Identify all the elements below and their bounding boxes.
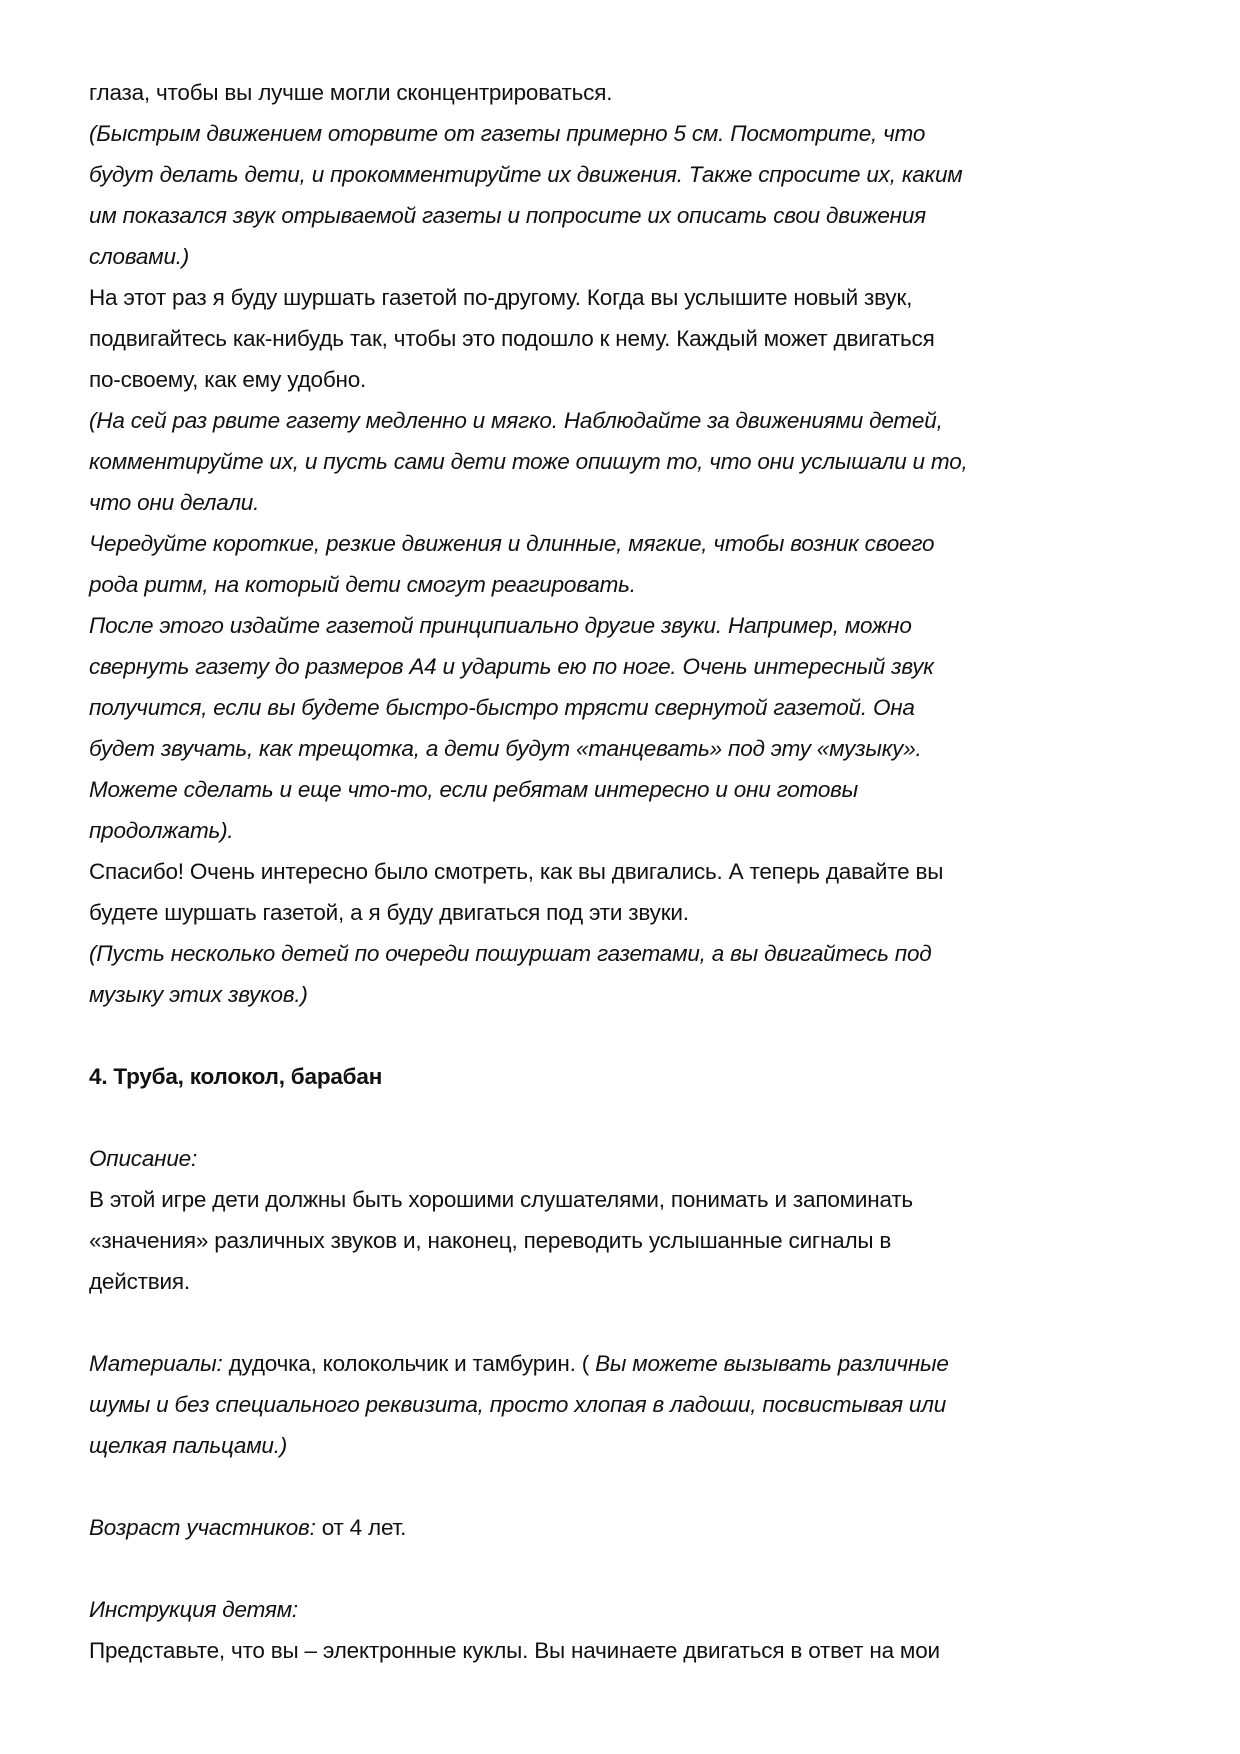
text-segment: действия. xyxy=(89,1269,190,1294)
text-segment: словами.) xyxy=(89,244,190,269)
text-segment: глаза, чтобы вы лучше могли сконцентрироваться. xyxy=(89,80,613,105)
text-line xyxy=(89,400,1189,441)
text-line xyxy=(89,72,1189,113)
text-line xyxy=(89,974,1189,1015)
text-line xyxy=(89,1507,1189,1548)
text-line xyxy=(89,1179,1189,1220)
text-line xyxy=(89,769,1189,810)
blank-line xyxy=(89,1302,1189,1343)
text-segment: Материалы: xyxy=(89,1351,223,1376)
text-line xyxy=(89,482,1189,523)
text-segment: (На сей раз рвите газету медленно и мягко. Наблюдайте за движениями детей, xyxy=(89,408,943,433)
text-line xyxy=(89,933,1189,974)
text-segment: Вы можете вызывать различные xyxy=(595,1351,949,1376)
text-segment: Описание: xyxy=(89,1146,198,1171)
text-segment: музыку этих звуков.) xyxy=(89,982,308,1007)
text-segment: продолжать). xyxy=(89,818,234,843)
text-line xyxy=(89,441,1189,482)
text-segment: (Быстрым движением оторвите от газеты примерно 5 см. Посмотрите, что xyxy=(89,121,926,146)
text-segment: рода ритм, на который дети смогут реагировать. xyxy=(89,572,636,597)
text-segment: дудочка, колокольчик и тамбурин. ( xyxy=(222,1351,596,1376)
text-line xyxy=(89,1343,1189,1384)
text-line xyxy=(89,318,1189,359)
text-line xyxy=(89,564,1189,605)
text-segment: Спасибо! Очень интересно было смотреть, как вы двигались. А теперь давайте вы xyxy=(89,859,944,884)
text-line xyxy=(89,1056,1189,1097)
text-line xyxy=(89,810,1189,851)
blank-line xyxy=(89,1548,1189,1589)
text-segment: После этого издайте газетой принципиально другие звуки. Например, можно xyxy=(89,613,912,638)
blank-line xyxy=(89,1097,1189,1138)
text-segment: В этой игре дети должны быть хорошими слушателями, понимать и запоминать xyxy=(89,1187,913,1212)
text-line xyxy=(89,728,1189,769)
blank-line xyxy=(89,1015,1189,1056)
text-line xyxy=(89,851,1189,892)
text-segment: Возраст участников: xyxy=(89,1515,316,1540)
text-segment: будет звучать, как трещотка, а дети будут «танцевать» под эту «музыку». xyxy=(89,736,922,761)
text-line xyxy=(89,523,1189,564)
text-segment: шумы и без специального реквизита, просто хлопая в ладоши, посвистывая или xyxy=(89,1392,947,1417)
text-segment: будут делать дети, и прокомментируйте их движения. Также спросите их, каким xyxy=(89,162,963,187)
text-line xyxy=(89,892,1189,933)
text-segment: Представьте, что вы – электронные куклы. Вы начинаете двигаться в ответ на мои xyxy=(89,1638,940,1663)
text-line xyxy=(89,1425,1189,1466)
text-segment: Чередуйте короткие, резкие движения и длинные, мягкие, чтобы возник своего xyxy=(89,531,935,556)
text-line xyxy=(89,646,1189,687)
text-segment: щелкая пальцами.) xyxy=(89,1433,288,1458)
text-line xyxy=(89,605,1189,646)
text-line xyxy=(89,154,1189,195)
text-line xyxy=(89,687,1189,728)
text-line xyxy=(89,1630,1189,1671)
text-line xyxy=(89,195,1189,236)
text-segment: им показался звук отрываемой газеты и попросите их описать свои движения xyxy=(89,203,926,228)
text-segment: «значения» различных звуков и, наконец, переводить услышанные сигналы в xyxy=(89,1228,892,1253)
text-line xyxy=(89,113,1189,154)
text-line xyxy=(89,359,1189,400)
text-segment: что они делали. xyxy=(89,490,260,515)
text-line xyxy=(89,236,1189,277)
text-segment: от 4 лет. xyxy=(315,1515,407,1540)
text-line xyxy=(89,1384,1189,1425)
blank-line xyxy=(89,1466,1189,1507)
text-segment: На этот раз я буду шуршать газетой по-другому. Когда вы услышите новый звук, xyxy=(89,285,913,310)
text-segment: подвигайтесь как-нибудь так, чтобы это подошло к нему. Каждый может двигаться xyxy=(89,326,935,351)
text-segment: по-своему, как ему удобно. xyxy=(89,367,367,392)
section-heading: 4. Труба, колокол, барабан xyxy=(89,1064,383,1089)
text-segment: будете шуршать газетой, а я буду двигаться под эти звуки. xyxy=(89,900,689,925)
text-line xyxy=(89,1589,1189,1630)
document-page xyxy=(89,72,1189,1671)
text-segment: комментируйте их, и пусть сами дети тоже опишут то, что они услышали и то, xyxy=(89,449,968,474)
text-line xyxy=(89,1220,1189,1261)
text-segment: Инструкция детям: xyxy=(89,1597,298,1622)
text-line xyxy=(89,1138,1189,1179)
text-segment: свернуть газету до размеров А4 и ударить ею по ноге. Очень интересный звук xyxy=(89,654,934,679)
text-line xyxy=(89,277,1189,318)
text-line xyxy=(89,1261,1189,1302)
text-segment: (Пусть несколько детей по очереди пошуршат газетами, а вы двигайтесь под xyxy=(89,941,932,966)
text-segment: получится, если вы будете быстро-быстро трясти свернутой газетой. Она xyxy=(89,695,915,720)
text-segment: Можете сделать и еще что-то, если ребятам интересно и они готовы xyxy=(89,777,859,802)
